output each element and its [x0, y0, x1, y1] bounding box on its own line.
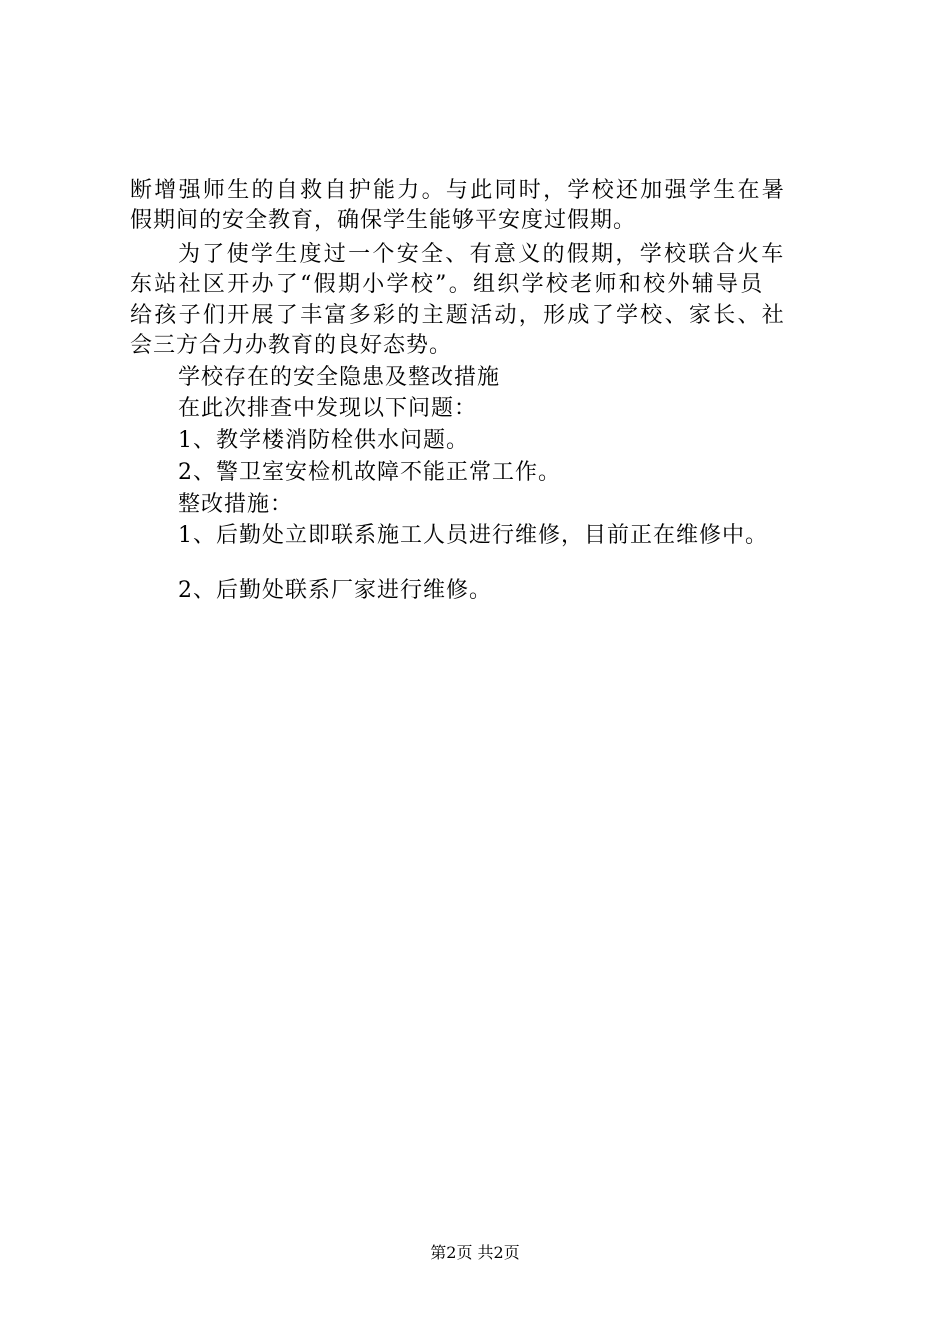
section-heading: 学校存在的安全隐患及整改措施	[178, 365, 501, 390]
paragraph-line: 东站社区开办了“假期小学校”。组织学校老师和校外辅导员	[130, 272, 765, 297]
paragraph-line: 会三方合力办教育的良好态势。	[130, 333, 453, 358]
page-footer: 第2页 共2页	[430, 1243, 520, 1262]
paragraph-line: 假期间的安全教育，确保学生能够平安度过假期。	[130, 208, 637, 233]
list-item: 1、后勤处立即联系施工人员进行维修，目前正在维修中。	[178, 523, 768, 548]
paragraph-line: 给孩子们开展了丰富多彩的主题活动，形成了学校、家长、社	[130, 303, 787, 328]
paragraph-line: 断增强师生的自救自护能力。与此同时，学校还加强学生在暑	[130, 178, 787, 203]
list-item: 2、警卫室安检机故障不能正常工作。	[178, 460, 561, 485]
paragraph-line: 为了使学生度过一个安全、有意义的假期，学校联合火车	[178, 242, 786, 267]
list-item: 2、后勤处联系厂家进行维修。	[178, 578, 492, 603]
section-heading: 整改措施：	[178, 492, 294, 517]
paragraph-line: 在此次排查中发现以下问题：	[178, 396, 478, 421]
list-item: 1、教学楼消防栓供水问题。	[178, 428, 469, 453]
